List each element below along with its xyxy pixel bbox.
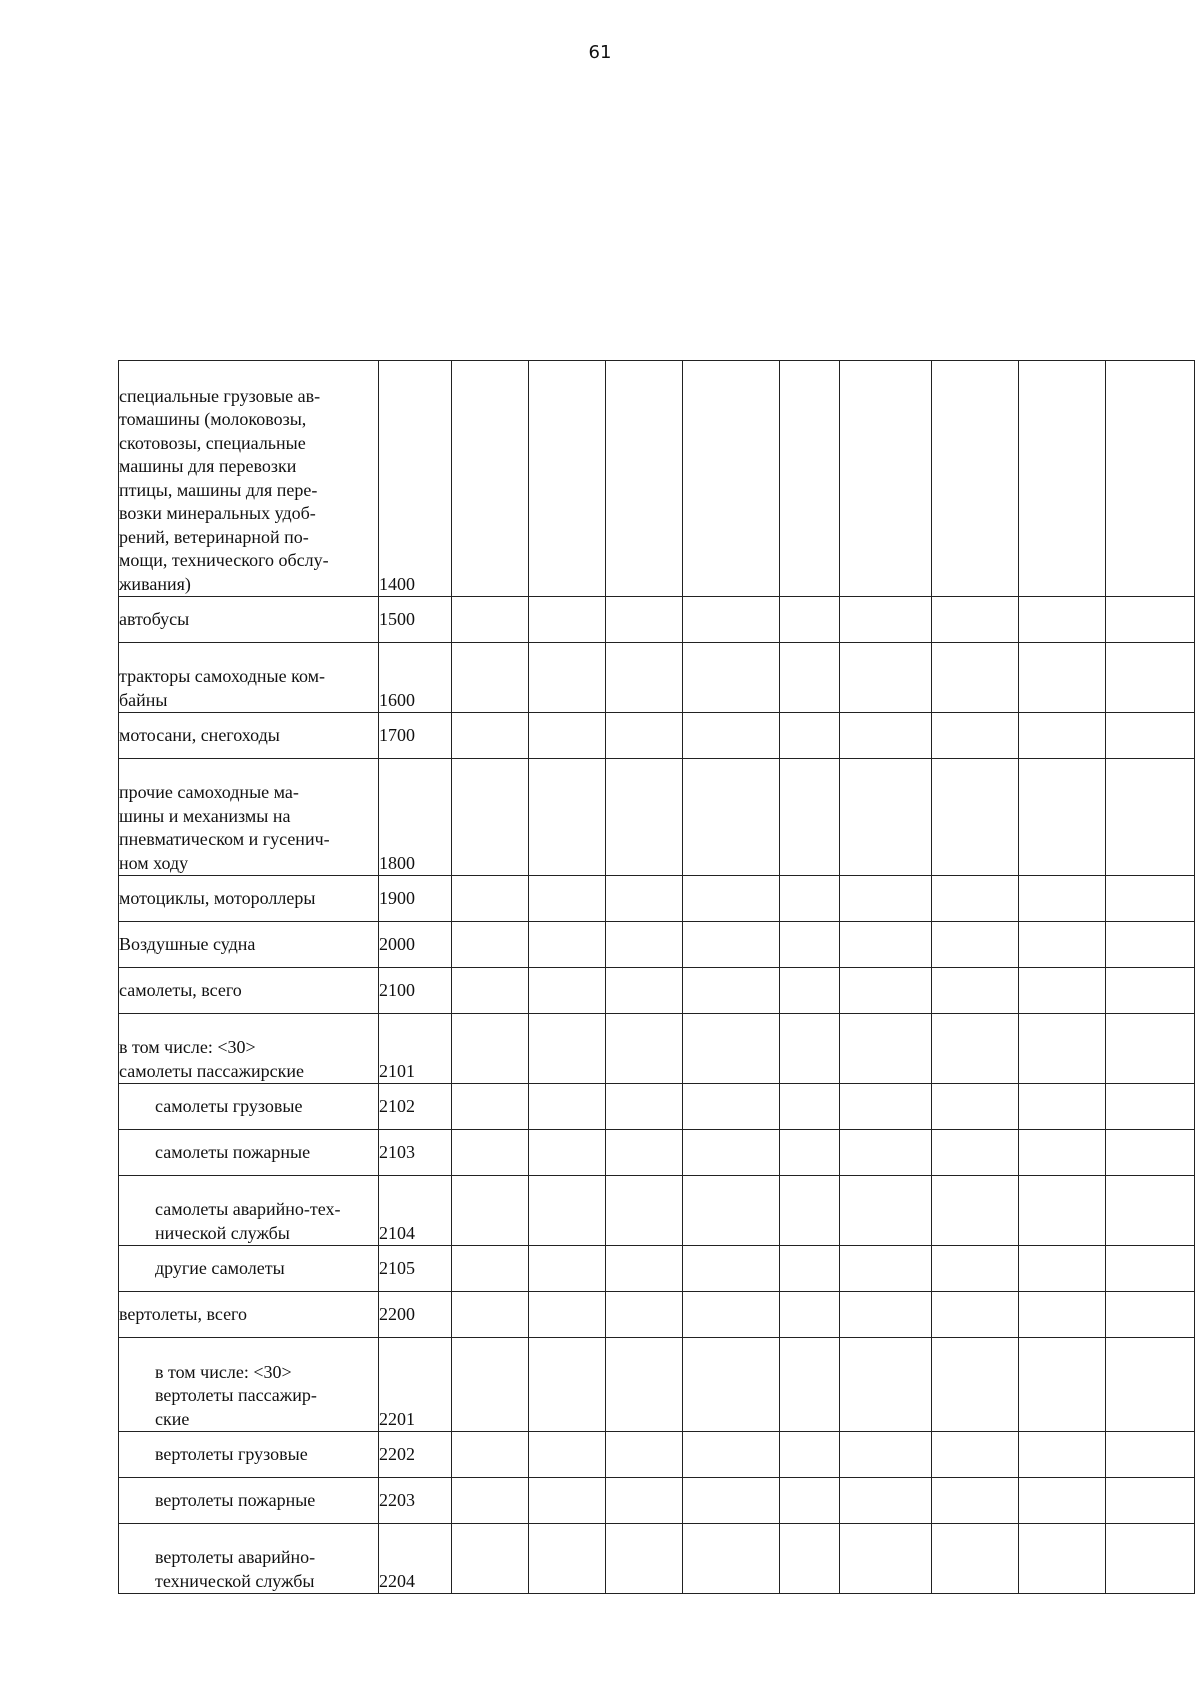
data-cell <box>780 759 840 876</box>
data-cell <box>529 1014 606 1084</box>
data-cell <box>932 968 1019 1014</box>
data-cell <box>606 759 683 876</box>
data-cell <box>452 1292 529 1338</box>
data-cell <box>1019 1014 1106 1084</box>
data-cell <box>1106 1338 1195 1432</box>
data-cell <box>780 361 840 597</box>
row-label: автобусы <box>119 608 190 629</box>
data-cell <box>452 876 529 922</box>
data-cell <box>840 1478 932 1524</box>
row-label: вертолеты грузовые <box>155 1443 308 1464</box>
row-label: специальные грузовые ав- томашины (молоковозы, скотовозы, специальные машины для перевозки птицы, машины для пере- возки минеральных удоб- рений, ветеринарной по- мощи, технического обслу- живания) <box>119 385 329 594</box>
data-cell <box>1106 1432 1195 1478</box>
row-code: 1700 <box>379 713 452 759</box>
row-code: 2203 <box>379 1478 452 1524</box>
data-cell <box>529 713 606 759</box>
data-cell <box>932 1524 1019 1594</box>
data-cell <box>452 1014 529 1084</box>
data-cell <box>452 597 529 643</box>
row-label-cell <box>119 597 379 643</box>
data-cell <box>840 1432 932 1478</box>
row-label-cell <box>119 1246 379 1292</box>
data-cell <box>840 1338 932 1432</box>
row-label-cell <box>119 1130 379 1176</box>
data-cell <box>1019 922 1106 968</box>
data-cell <box>452 1432 529 1478</box>
data-cell <box>1106 1130 1195 1176</box>
row-label: вертолеты пожарные <box>155 1489 316 1510</box>
data-cell <box>932 1246 1019 1292</box>
row-code: 1500 <box>379 597 452 643</box>
table-row <box>119 1338 1195 1432</box>
data-cell <box>840 759 932 876</box>
data-cell <box>1019 597 1106 643</box>
data-cell <box>606 1524 683 1594</box>
data-cell <box>683 1432 780 1478</box>
data-cell <box>932 1176 1019 1246</box>
data-cell <box>606 1292 683 1338</box>
row-label-cell <box>119 1014 379 1084</box>
row-label-cell <box>119 361 379 597</box>
row-label: другие самолеты <box>155 1257 285 1278</box>
data-cell <box>683 643 780 713</box>
data-cell <box>780 1432 840 1478</box>
row-code: 2202 <box>379 1432 452 1478</box>
data-cell <box>606 361 683 597</box>
data-cell <box>606 1130 683 1176</box>
data-cell <box>452 643 529 713</box>
row-label-cell <box>119 1084 379 1130</box>
table-row <box>119 968 1195 1014</box>
row-label-cell <box>119 1524 379 1594</box>
row-code: 2000 <box>379 922 452 968</box>
table-row <box>119 1246 1195 1292</box>
data-cell <box>932 361 1019 597</box>
data-cell <box>606 1432 683 1478</box>
row-label: самолеты грузовые <box>155 1095 303 1116</box>
data-cell <box>1106 1084 1195 1130</box>
row-label-cell <box>119 759 379 876</box>
data-cell <box>1019 759 1106 876</box>
data-cell <box>932 922 1019 968</box>
data-cell <box>452 1338 529 1432</box>
data-cell <box>606 1478 683 1524</box>
data-cell <box>840 1176 932 1246</box>
row-label-cell <box>119 1176 379 1246</box>
data-cell <box>840 1524 932 1594</box>
row-label: тракторы самоходные ком- байны <box>119 666 325 710</box>
data-cell <box>529 968 606 1014</box>
data-cell <box>683 361 780 597</box>
row-label-cell <box>119 876 379 922</box>
data-cell <box>1019 1524 1106 1594</box>
data-cell <box>452 713 529 759</box>
row-label: прочие самоходные ма- шины и механизмы на пневматическом и гусенич- ном ходу <box>119 782 330 873</box>
data-cell <box>683 1014 780 1084</box>
data-cell <box>529 597 606 643</box>
data-cell <box>932 1292 1019 1338</box>
data-cell <box>780 1338 840 1432</box>
table-row <box>119 597 1195 643</box>
data-cell <box>529 1084 606 1130</box>
data-cell <box>606 968 683 1014</box>
data-cell <box>840 597 932 643</box>
data-cell <box>840 1130 932 1176</box>
data-cell <box>1106 922 1195 968</box>
row-label: в том числе: <30> самолеты пассажирские <box>119 1037 305 1081</box>
data-cell <box>780 1014 840 1084</box>
data-cell <box>683 876 780 922</box>
row-code: 2105 <box>379 1246 452 1292</box>
data-cell <box>780 1524 840 1594</box>
data-cell <box>683 713 780 759</box>
data-cell <box>932 1338 1019 1432</box>
data-cell <box>452 1084 529 1130</box>
data-cell <box>932 597 1019 643</box>
data-cell <box>840 922 932 968</box>
data-cell <box>780 597 840 643</box>
data-cell <box>932 1432 1019 1478</box>
data-cell <box>452 1176 529 1246</box>
row-label-cell <box>119 1338 379 1432</box>
data-cell <box>780 643 840 713</box>
data-cell <box>529 361 606 597</box>
data-cell <box>529 1176 606 1246</box>
table-row <box>119 922 1195 968</box>
row-label: вертолеты аварийно- технической службы <box>155 1547 316 1591</box>
table-row <box>119 759 1195 876</box>
data-cell <box>932 643 1019 713</box>
data-cell <box>1019 1292 1106 1338</box>
table-row <box>119 1292 1195 1338</box>
row-code: 2101 <box>379 1014 452 1084</box>
data-cell <box>780 1084 840 1130</box>
data-cell <box>840 643 932 713</box>
data-cell <box>1019 1432 1106 1478</box>
row-label-cell <box>119 968 379 1014</box>
row-label: самолеты пожарные <box>155 1141 311 1162</box>
data-cell <box>606 1084 683 1130</box>
data-cell <box>840 968 932 1014</box>
data-cell <box>1019 713 1106 759</box>
data-cell <box>452 1524 529 1594</box>
data-cell <box>780 1246 840 1292</box>
data-cell <box>1019 1176 1106 1246</box>
data-cell <box>780 1478 840 1524</box>
data-cell <box>529 643 606 713</box>
table-row <box>119 1014 1195 1084</box>
data-cell <box>683 1084 780 1130</box>
row-label: самолеты, всего <box>119 979 242 1000</box>
data-cell <box>606 1338 683 1432</box>
table-row <box>119 713 1195 759</box>
row-code: 1800 <box>379 759 452 876</box>
data-cell <box>1106 759 1195 876</box>
data-cell <box>606 1246 683 1292</box>
row-code: 2104 <box>379 1176 452 1246</box>
data-cell <box>1019 876 1106 922</box>
data-cell <box>452 1246 529 1292</box>
data-cell <box>529 1338 606 1432</box>
row-label: мотоциклы, мотороллеры <box>119 887 316 908</box>
data-cell <box>780 1176 840 1246</box>
data-cell <box>529 922 606 968</box>
row-label-cell <box>119 1292 379 1338</box>
data-cell <box>1019 361 1106 597</box>
row-code: 2204 <box>379 1524 452 1594</box>
data-cell <box>529 759 606 876</box>
row-code: 2100 <box>379 968 452 1014</box>
data-cell <box>683 597 780 643</box>
row-label: в том числе: <30> вертолеты пассажир- ские <box>155 1361 317 1429</box>
data-cell <box>683 1246 780 1292</box>
data-cell <box>1106 597 1195 643</box>
data-cell <box>606 1176 683 1246</box>
data-cell <box>529 1130 606 1176</box>
row-label-cell <box>119 643 379 713</box>
row-code: 2201 <box>379 1338 452 1432</box>
table-row <box>119 1478 1195 1524</box>
data-cell <box>606 1014 683 1084</box>
data-cell <box>840 1292 932 1338</box>
data-cell <box>606 876 683 922</box>
data-cell <box>780 876 840 922</box>
data-cell <box>1106 1014 1195 1084</box>
table-row <box>119 361 1195 597</box>
data-cell <box>529 1478 606 1524</box>
table-row <box>119 1524 1195 1594</box>
data-cell <box>529 1432 606 1478</box>
row-code: 2200 <box>379 1292 452 1338</box>
data-cell <box>840 713 932 759</box>
data-cell <box>452 759 529 876</box>
row-label: самолеты аварийно-тех- нической службы <box>155 1199 341 1243</box>
data-cell <box>780 713 840 759</box>
table-row <box>119 1130 1195 1176</box>
data-cell <box>1106 876 1195 922</box>
data-cell <box>1019 643 1106 713</box>
row-code: 1600 <box>379 643 452 713</box>
row-label: Воздушные судна <box>119 933 256 954</box>
row-label-cell <box>119 1478 379 1524</box>
data-cell <box>1106 361 1195 597</box>
data-cell <box>606 597 683 643</box>
data-cell <box>1019 1478 1106 1524</box>
data-cell <box>932 1014 1019 1084</box>
data-cell <box>932 1478 1019 1524</box>
data-cell <box>1106 968 1195 1014</box>
row-code: 1900 <box>379 876 452 922</box>
table-row <box>119 1176 1195 1246</box>
report-table <box>118 360 1195 1594</box>
data-cell <box>840 1084 932 1130</box>
data-cell <box>932 759 1019 876</box>
data-cell <box>529 1524 606 1594</box>
data-cell <box>683 968 780 1014</box>
data-cell <box>1019 1084 1106 1130</box>
table-row <box>119 876 1195 922</box>
data-cell <box>1106 1524 1195 1594</box>
data-cell <box>683 1478 780 1524</box>
row-code: 2102 <box>379 1084 452 1130</box>
data-cell <box>452 922 529 968</box>
data-cell <box>1106 1176 1195 1246</box>
data-cell <box>683 922 780 968</box>
data-cell <box>452 1130 529 1176</box>
data-cell <box>1019 1130 1106 1176</box>
row-code: 1400 <box>379 361 452 597</box>
data-cell <box>1106 1292 1195 1338</box>
data-cell <box>606 713 683 759</box>
row-label: вертолеты, всего <box>119 1303 247 1324</box>
data-cell <box>529 876 606 922</box>
data-cell <box>932 1130 1019 1176</box>
data-cell <box>780 1130 840 1176</box>
data-cell <box>606 922 683 968</box>
row-label-cell <box>119 1432 379 1478</box>
data-cell <box>452 361 529 597</box>
data-cell <box>840 1246 932 1292</box>
data-cell <box>1106 1246 1195 1292</box>
data-cell <box>683 1524 780 1594</box>
data-cell <box>683 1130 780 1176</box>
data-cell <box>780 922 840 968</box>
data-cell <box>1106 1478 1195 1524</box>
table-row <box>119 1084 1195 1130</box>
row-label: мотосани, снегоходы <box>119 724 280 745</box>
data-cell <box>683 1292 780 1338</box>
table-row <box>119 643 1195 713</box>
data-cell <box>683 1176 780 1246</box>
data-cell <box>452 968 529 1014</box>
data-cell <box>606 643 683 713</box>
data-cell <box>452 1478 529 1524</box>
data-cell <box>683 759 780 876</box>
data-cell <box>1106 643 1195 713</box>
data-cell <box>780 1292 840 1338</box>
row-label-cell <box>119 922 379 968</box>
data-cell <box>840 876 932 922</box>
data-cell <box>932 713 1019 759</box>
data-cell <box>840 361 932 597</box>
page-number: 61 <box>588 42 612 63</box>
data-cell <box>840 1014 932 1084</box>
data-cell <box>1106 713 1195 759</box>
data-cell <box>683 1338 780 1432</box>
data-cell <box>780 968 840 1014</box>
data-cell <box>529 1246 606 1292</box>
data-cell <box>529 1292 606 1338</box>
table-row <box>119 1432 1195 1478</box>
data-cell <box>1019 1246 1106 1292</box>
data-cell <box>1019 968 1106 1014</box>
data-cell <box>932 1084 1019 1130</box>
row-code: 2103 <box>379 1130 452 1176</box>
data-cell <box>1019 1338 1106 1432</box>
row-label-cell <box>119 713 379 759</box>
data-cell <box>932 876 1019 922</box>
